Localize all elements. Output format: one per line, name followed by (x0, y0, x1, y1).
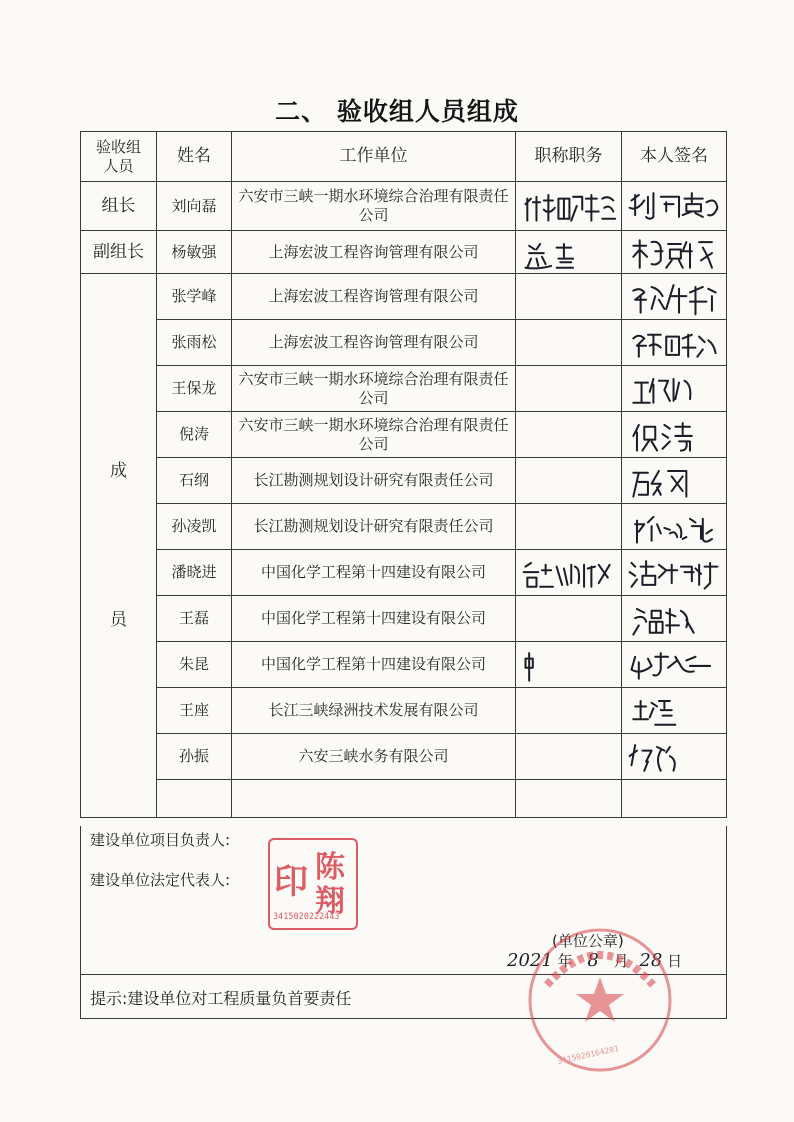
position-cell (516, 550, 622, 596)
table-row (81, 734, 727, 780)
position-cell (516, 412, 622, 458)
seal-char: 陈 (315, 850, 345, 885)
signature-cell (622, 182, 727, 231)
name-cell: 王磊 (157, 596, 232, 642)
name-cell: 朱昆 (157, 642, 232, 688)
name-cell: 孙凌凯 (157, 504, 232, 550)
position-cell (516, 458, 622, 504)
position-cell (516, 320, 622, 366)
table-row (81, 596, 727, 642)
name-cell: 石纲 (157, 458, 232, 504)
handwritten-position (520, 233, 617, 271)
personal-seal (268, 838, 358, 930)
unit-cell: 中国化学工程第十四建设有限公司 (232, 596, 516, 642)
signature-cell (622, 734, 727, 780)
unit-cell: 中国化学工程第十四建设有限公司 (232, 550, 516, 596)
unit-cell: 上海宏波工程咨询管理有限公司 (232, 320, 516, 366)
signature-cell (622, 412, 727, 458)
handwritten-signature (626, 598, 722, 639)
page-title: 二、 验收组人员组成 (275, 97, 519, 126)
role-cell: 组长 (81, 182, 157, 231)
unit-cell: 上海宏波工程咨询管理有限公司 (232, 231, 516, 274)
unit-cell: 长江勘测规划设计研究有限责任公司 (232, 504, 516, 550)
signature-cell (622, 274, 727, 320)
header-row (81, 132, 727, 182)
name-cell (157, 780, 232, 818)
date-month: 8 (587, 950, 599, 971)
handwritten-signature (626, 460, 722, 501)
unit-cell: 长江三峡绿洲技术发展有限公司 (232, 688, 516, 734)
table-row (81, 688, 727, 734)
position-cell (516, 504, 622, 550)
header-position: 职称职务 (516, 132, 622, 182)
member-label-bottom: 员 (110, 609, 127, 630)
signature-cell (622, 596, 727, 642)
position-cell (516, 780, 622, 818)
hint-text: 提示:建设单位对工程质量负首要责任 (90, 989, 352, 1008)
header-name: 姓名 (157, 132, 232, 182)
signature-cell (622, 504, 727, 550)
name-cell: 王座 (157, 688, 232, 734)
position-cell (516, 642, 622, 688)
month-char: 月 (613, 952, 629, 970)
member-label-top: 成 (110, 460, 127, 481)
handwritten-signature (626, 414, 722, 455)
name-cell: 杨敏强 (157, 231, 232, 274)
acceptance-team-table (80, 131, 727, 818)
signature-cell (622, 642, 727, 688)
handwritten-signature (626, 736, 722, 777)
signature-cell (622, 780, 727, 818)
table-row (81, 458, 727, 504)
handwritten-position (520, 644, 617, 685)
handwritten-signature (626, 690, 722, 731)
signature-cell (622, 231, 727, 274)
handwritten-position (520, 184, 617, 228)
member-role-cell (81, 274, 157, 818)
name-cell: 张雨松 (157, 320, 232, 366)
table-row (81, 550, 727, 596)
day-char: 日 (667, 952, 683, 970)
name-cell: 张学峰 (157, 274, 232, 320)
year-char: 年 (557, 952, 573, 970)
seal-number: 3415020222443 (273, 912, 340, 922)
name-cell: 王保龙 (157, 366, 232, 412)
table-row (81, 320, 727, 366)
name-cell: 刘向磊 (157, 182, 232, 231)
handwritten-signature (626, 184, 722, 228)
table-row (81, 780, 727, 818)
unit-cell: 长江勘测规划设计研究有限责任公司 (232, 458, 516, 504)
position-cell (516, 231, 622, 274)
seal-char: 印 (274, 862, 308, 902)
position-cell (516, 734, 622, 780)
table-row (81, 642, 727, 688)
unit-cell: 中国化学工程第十四建设有限公司 (232, 642, 516, 688)
table-row (81, 366, 727, 412)
date-day: 28 (639, 950, 663, 971)
unit-cell: 上海宏波工程咨询管理有限公司 (232, 274, 516, 320)
header-role: 验收组人员 (81, 132, 157, 182)
handwritten-signature (626, 644, 722, 685)
handwritten-signature (626, 552, 722, 593)
table-row (81, 231, 727, 274)
name-cell: 倪涛 (157, 412, 232, 458)
unit-cell: 六安三峡水务有限公司 (232, 734, 516, 780)
header-unit: 工作单位 (232, 132, 516, 182)
handwritten-signature (626, 322, 722, 363)
handwritten-signature (626, 368, 722, 409)
legal-rep-label: 建设单位法定代表人: (90, 871, 231, 889)
table-row (81, 412, 727, 458)
signature-cell (622, 320, 727, 366)
unit-cell: 六安市三峡一期水环境综合治理有限责任公司 (232, 182, 516, 231)
table-row (81, 504, 727, 550)
project-leader-label: 建设单位项目负责人: (90, 831, 231, 849)
name-cell: 潘晓进 (157, 550, 232, 596)
position-cell (516, 182, 622, 231)
date-year: 2021 (507, 950, 553, 971)
header-signature: 本人签名 (622, 132, 727, 182)
position-cell (516, 688, 622, 734)
handwritten-signature (626, 233, 722, 271)
handwritten-signature (626, 506, 722, 547)
seal-char: 翔 (315, 884, 345, 919)
signature-cell (622, 688, 727, 734)
company-seal (525, 925, 675, 1075)
unit-cell: 六安市三峡一期水环境综合治理有限责任公司 (232, 366, 516, 412)
signature-cell (622, 550, 727, 596)
table-row (81, 182, 727, 231)
position-cell (516, 596, 622, 642)
seal-label: (单位公章) (552, 932, 624, 950)
signature-cell (622, 366, 727, 412)
signature-cell (622, 458, 727, 504)
unit-cell (232, 780, 516, 818)
role-cell: 副组长 (81, 231, 157, 274)
name-cell: 孙振 (157, 734, 232, 780)
position-cell (516, 366, 622, 412)
handwritten-position (520, 552, 617, 593)
company-seal-number: 3415020164201 (556, 1044, 620, 1066)
unit-cell: 六安市三峡一期水环境综合治理有限责任公司 (232, 412, 516, 458)
handwritten-signature (626, 276, 722, 317)
table-row (81, 274, 727, 320)
position-cell (516, 274, 622, 320)
